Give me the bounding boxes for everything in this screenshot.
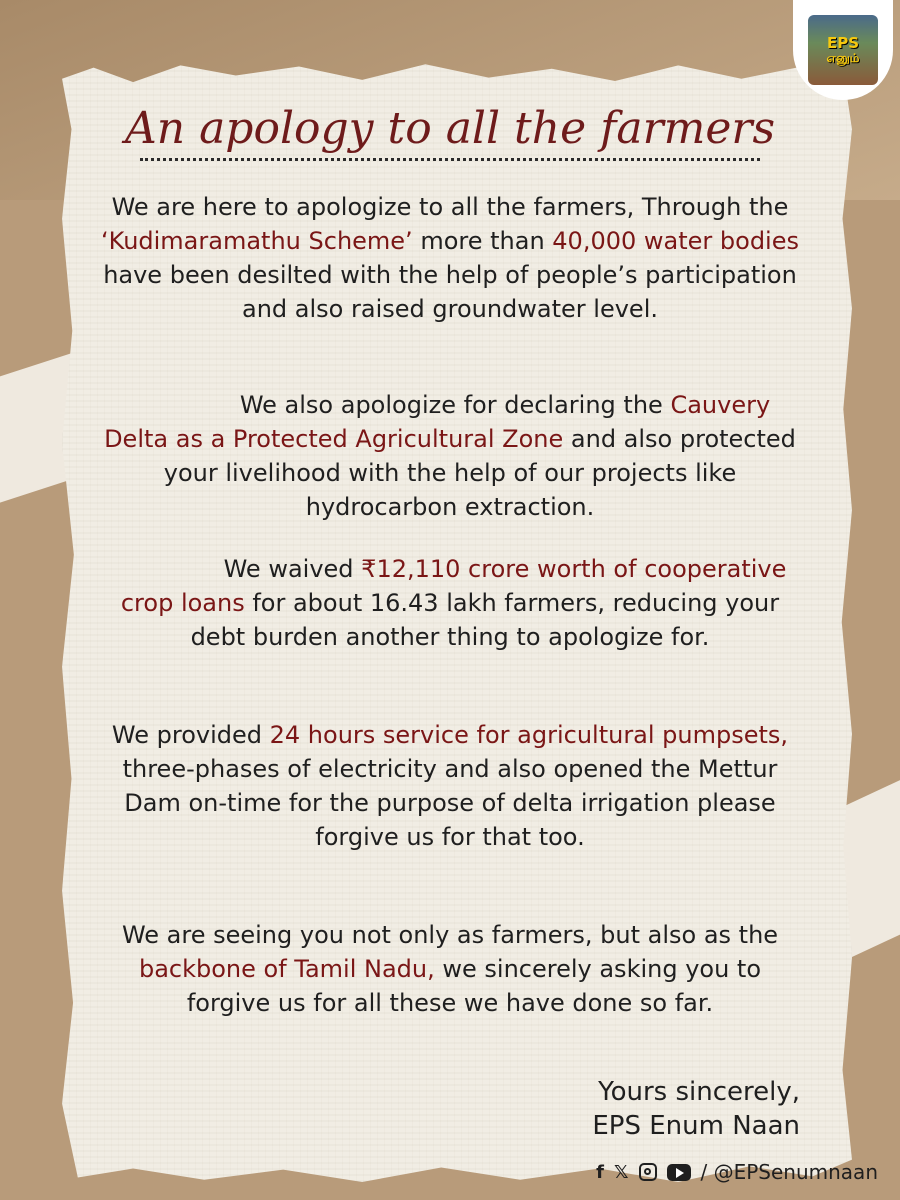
instagram-icon[interactable] [639, 1163, 657, 1181]
p1-text-a: We are here to apologize to all the farmers, Through the [111, 193, 789, 221]
paragraph-pumpsets [100, 718, 800, 854]
signature-closing: Yours sincerely, [598, 1077, 800, 1107]
page-title: An apology to all the farmers [124, 103, 776, 154]
p1-highlight-water-bodies: 40,000 water bodies [552, 227, 799, 255]
paragraph-backbone [100, 918, 800, 1020]
p2-highlight-delta: Cauvery Delta as a Protected Agricultural Zone [104, 391, 771, 453]
logo-line1: EPS [826, 34, 860, 52]
paragraph-cauvery-delta [100, 388, 800, 524]
p4-highlight-pumpsets: 24 hours service for agricultural pumpsets, [269, 721, 789, 749]
p5-text-c: we sincerely asking you to forgive us for all these we have done so far. [186, 955, 762, 1017]
paragraph-crop-loans [100, 552, 800, 654]
social-handle[interactable]: / @EPSenumnaan [700, 1160, 878, 1184]
social-footer [596, 1160, 878, 1184]
logo-badge [808, 15, 878, 85]
p3-text-a: We waived [223, 555, 362, 583]
signature-block [592, 1075, 800, 1143]
p5-text-a: We are seeing you not only as farmers, but also as the [121, 921, 779, 949]
p4-text-a: We provided [111, 721, 270, 749]
facebook-icon[interactable]: f [596, 1161, 604, 1183]
title-dotted-underline [140, 158, 760, 161]
x-twitter-icon[interactable]: 𝕏 [613, 1161, 629, 1183]
p3-text-c: for about 16.43 lakh farmers, reducing your debt burden another thing to apologize for. [190, 589, 780, 651]
paragraph-kudimaramathu [100, 190, 800, 326]
youtube-icon[interactable] [667, 1164, 691, 1181]
p1-text-e: have been desilted with the help of people’s participation and also raised groundwater level. [103, 261, 797, 323]
p3-highlight-loans: ₹12,110 crore worth of cooperative crop loans [120, 555, 787, 617]
p2-text-a: We also apologize for declaring the [239, 391, 671, 419]
logo-line2: எனும் [826, 51, 860, 65]
p4-text-c: three-phases of electricity and also opened the Mettur Dam on-time for the purpose of delta irrigation please forgive us for that too. [122, 755, 778, 851]
eps-logo [793, 0, 893, 100]
p2-text-c: and also protected your livelihood with the help of our projects like hydrocarbon extraction. [163, 425, 796, 521]
signature-name: EPS Enum Naan [592, 1111, 800, 1141]
p5-highlight-backbone: backbone of Tamil Nadu, [138, 955, 435, 983]
p1-highlight-scheme: ‘Kudimaramathu Scheme’ [101, 227, 413, 255]
p1-text-c: more than [412, 227, 553, 255]
